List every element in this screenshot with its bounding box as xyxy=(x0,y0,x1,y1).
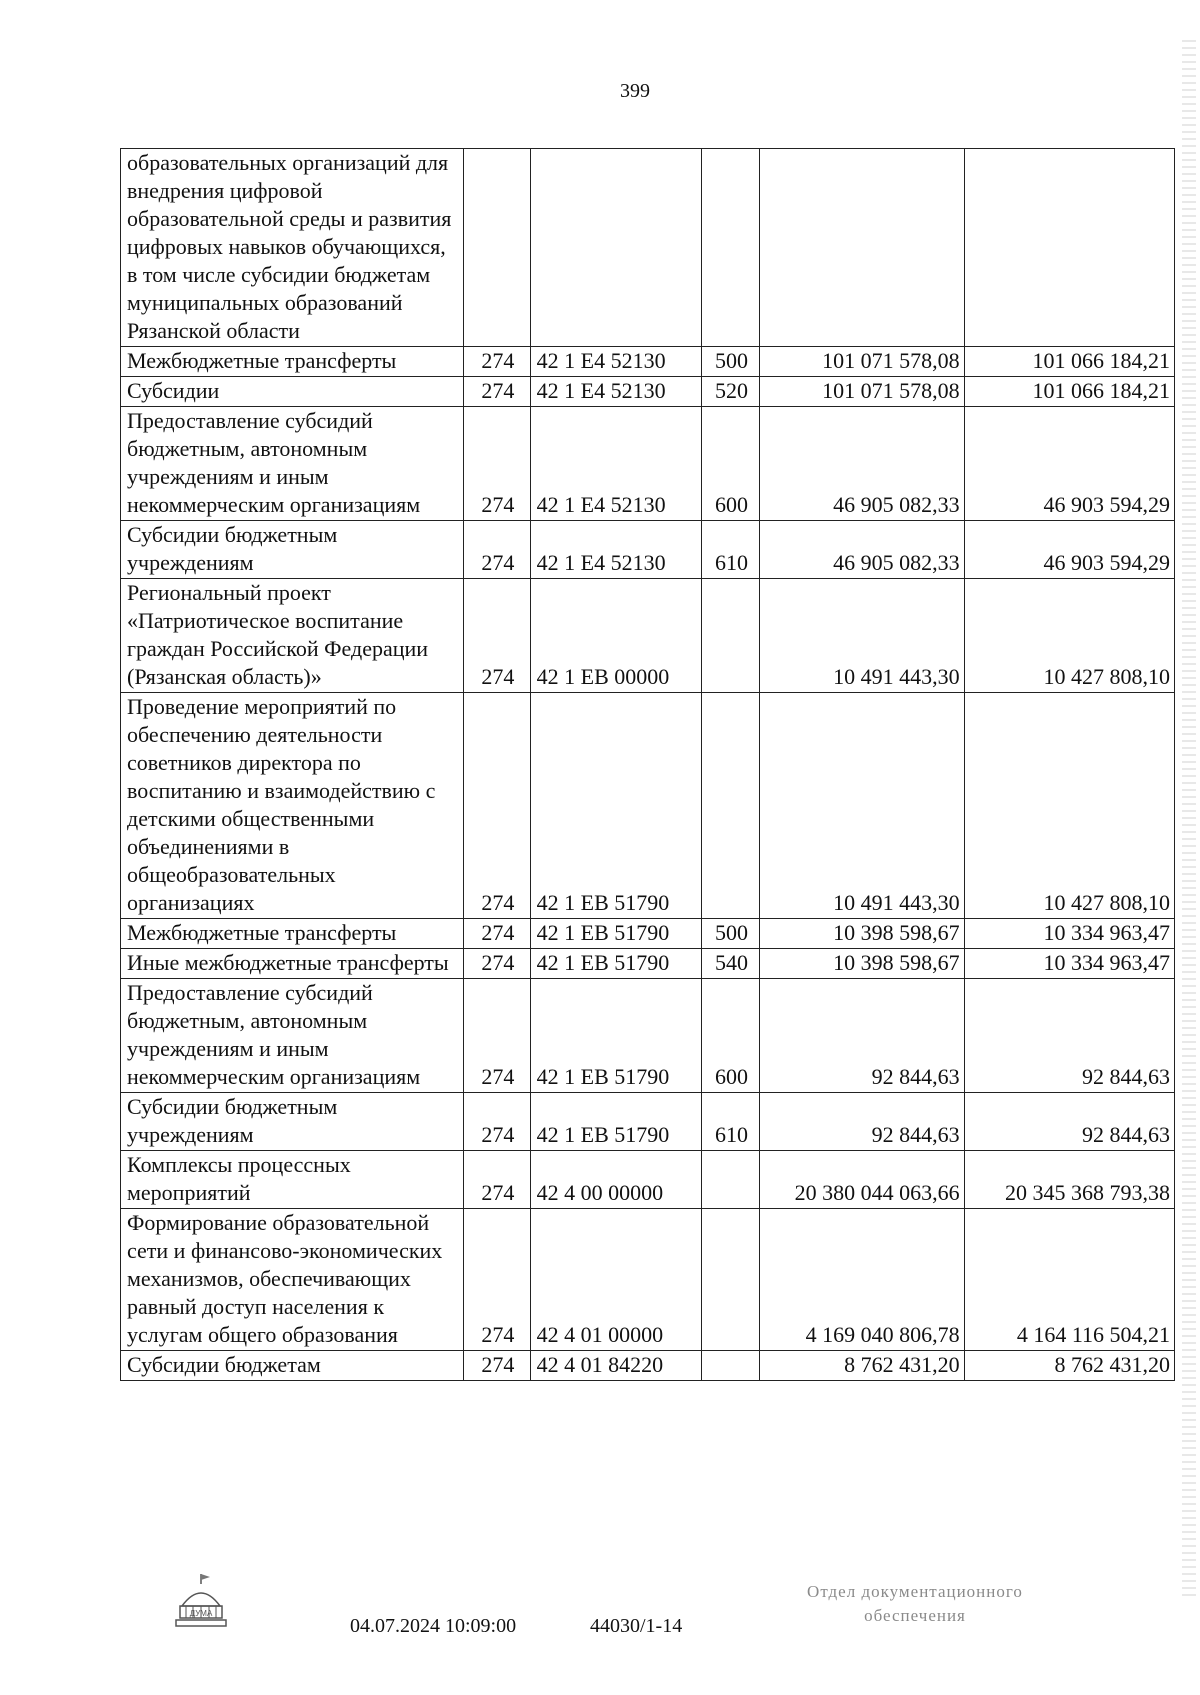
row-sum-executed-cell xyxy=(964,149,1174,347)
row-csr-cell: 42 1 ЕВ 51790 xyxy=(530,693,702,919)
table-row xyxy=(121,693,1175,919)
row-ved-cell: 274 xyxy=(464,377,530,407)
row-vr-cell: 500 xyxy=(702,347,760,377)
row-sum-2024-cell: 46 905 082,33 xyxy=(759,407,964,521)
table-row xyxy=(121,407,1175,521)
row-ved-cell: 274 xyxy=(464,1151,530,1209)
row-sum-2024-cell xyxy=(759,149,964,347)
row-sum-2024-cell: 10 491 443,30 xyxy=(759,579,964,693)
row-sum-executed-cell: 20 345 368 793,38 xyxy=(964,1151,1174,1209)
scan-margin-strip xyxy=(1182,40,1196,1600)
row-sum-2024-cell: 20 380 044 063,66 xyxy=(759,1151,964,1209)
row-csr-cell: 42 1 Е4 52130 xyxy=(530,347,702,377)
row-ved-cell: 274 xyxy=(464,1093,530,1151)
table-row xyxy=(121,979,1175,1093)
row-sum-2024-cell: 92 844,63 xyxy=(759,979,964,1093)
logo-text: ДУМА xyxy=(189,1609,213,1618)
stamp-line-1: Отдел документационного xyxy=(807,1582,1023,1601)
row-csr-cell: 42 1 ЕВ 51790 xyxy=(530,979,702,1093)
table-row xyxy=(121,149,1175,347)
row-ved-cell: 274 xyxy=(464,521,530,579)
row-sum-2024-cell: 8 762 431,20 xyxy=(759,1351,964,1381)
footer-datetime: 04.07.2024 10:09:00 xyxy=(350,1615,517,1637)
table-row xyxy=(121,521,1175,579)
row-vr-cell xyxy=(702,1209,760,1351)
row-vr-cell: 600 xyxy=(702,979,760,1093)
row-sum-2024-cell: 4 169 040 806,78 xyxy=(759,1209,964,1351)
row-sum-2024-cell: 92 844,63 xyxy=(759,1093,964,1151)
row-name-cell: Региональный проект «Патриотическое воспитание граждан Российской Федерации (Рязанская область)» xyxy=(121,579,464,693)
table-row xyxy=(121,919,1175,949)
row-sum-2024-cell: 10 398 598,67 xyxy=(759,919,964,949)
row-sum-executed-cell: 92 844,63 xyxy=(964,979,1174,1093)
row-sum-executed-cell: 10 334 963,47 xyxy=(964,919,1174,949)
row-name-cell: Субсидии xyxy=(121,377,464,407)
row-name-cell: Субсидии бюджетным учреждениям xyxy=(121,521,464,579)
page-number: 399 xyxy=(620,80,650,102)
row-sum-executed-cell: 4 164 116 504,21 xyxy=(964,1209,1174,1351)
row-name-cell: Формирование образовательной сети и финансово-экономических механизмов, обеспечивающих равный доступ населения к услугам общего образования xyxy=(121,1209,464,1351)
row-sum-2024-cell: 101 071 578,08 xyxy=(759,377,964,407)
row-ved-cell: 274 xyxy=(464,1351,530,1381)
row-ved-cell: 274 xyxy=(464,979,530,1093)
row-sum-executed-cell: 10 334 963,47 xyxy=(964,949,1174,979)
row-sum-2024-cell: 10 491 443,30 xyxy=(759,693,964,919)
row-sum-executed-cell: 46 903 594,29 xyxy=(964,407,1174,521)
row-sum-executed-cell: 10 427 808,10 xyxy=(964,693,1174,919)
footer-doc-code: 44030/1-14 xyxy=(590,1615,683,1637)
budget-table-body xyxy=(121,149,1175,1381)
row-sum-executed-cell: 101 066 184,21 xyxy=(964,377,1174,407)
row-ved-cell: 274 xyxy=(464,949,530,979)
row-name-cell: Предоставление субсидий бюджетным, автономным учреждениям и иным некоммерческим организациям xyxy=(121,979,464,1093)
department-stamp xyxy=(775,1580,1055,1628)
row-ved-cell xyxy=(464,149,530,347)
row-ved-cell: 274 xyxy=(464,407,530,521)
row-vr-cell xyxy=(702,1351,760,1381)
row-vr-cell xyxy=(702,1151,760,1209)
table-row xyxy=(121,1151,1175,1209)
row-sum-2024-cell: 10 398 598,67 xyxy=(759,949,964,979)
row-ved-cell: 274 xyxy=(464,579,530,693)
row-ved-cell: 274 xyxy=(464,347,530,377)
duma-logo-icon xyxy=(170,1570,232,1632)
row-csr-cell: 42 4 01 00000 xyxy=(530,1209,702,1351)
row-csr-cell: 42 1 Е4 52130 xyxy=(530,521,702,579)
row-csr-cell: 42 4 00 00000 xyxy=(530,1151,702,1209)
row-csr-cell: 42 1 ЕВ 00000 xyxy=(530,579,702,693)
row-name-cell: Проведение мероприятий по обеспечению деятельности советников директора по воспитанию и взаимодействию с детскими общественными объединениями в общеобразовательных организациях xyxy=(121,693,464,919)
table-row xyxy=(121,1351,1175,1381)
row-csr-cell xyxy=(530,149,702,347)
budget-table xyxy=(120,148,1175,1381)
row-csr-cell: 42 1 Е4 52130 xyxy=(530,377,702,407)
row-sum-executed-cell: 10 427 808,10 xyxy=(964,579,1174,693)
row-name-cell: образовательных организаций для внедрения цифровой образовательной среды и развития цифровых навыков обучающихся, в том числе субсидии бюджетам муниципальных образований Рязанской области xyxy=(121,149,464,347)
row-ved-cell: 274 xyxy=(464,693,530,919)
row-sum-executed-cell: 92 844,63 xyxy=(964,1093,1174,1151)
row-csr-cell: 42 1 ЕВ 51790 xyxy=(530,949,702,979)
table-row xyxy=(121,579,1175,693)
table-row xyxy=(121,1209,1175,1351)
row-csr-cell: 42 1 Е4 52130 xyxy=(530,407,702,521)
row-sum-executed-cell: 46 903 594,29 xyxy=(964,521,1174,579)
row-name-cell: Межбюджетные трансферты xyxy=(121,347,464,377)
row-sum-2024-cell: 46 905 082,33 xyxy=(759,521,964,579)
row-csr-cell: 42 4 01 84220 xyxy=(530,1351,702,1381)
row-csr-cell: 42 1 ЕВ 51790 xyxy=(530,919,702,949)
row-name-cell: Субсидии бюджетам xyxy=(121,1351,464,1381)
row-vr-cell: 520 xyxy=(702,377,760,407)
row-vr-cell: 500 xyxy=(702,919,760,949)
row-name-cell: Межбюджетные трансферты xyxy=(121,919,464,949)
table-row xyxy=(121,949,1175,979)
table-row xyxy=(121,377,1175,407)
row-vr-cell: 600 xyxy=(702,407,760,521)
row-vr-cell xyxy=(702,693,760,919)
row-ved-cell: 274 xyxy=(464,919,530,949)
row-vr-cell: 610 xyxy=(702,1093,760,1151)
row-vr-cell: 540 xyxy=(702,949,760,979)
row-sum-executed-cell: 101 066 184,21 xyxy=(964,347,1174,377)
row-name-cell: Комплексы процессных мероприятий xyxy=(121,1151,464,1209)
row-csr-cell: 42 1 ЕВ 51790 xyxy=(530,1093,702,1151)
table-row xyxy=(121,1093,1175,1151)
row-ved-cell: 274 xyxy=(464,1209,530,1351)
stamp-line-2: обеспечения xyxy=(864,1606,966,1625)
row-name-cell: Субсидии бюджетным учреждениям xyxy=(121,1093,464,1151)
row-sum-2024-cell: 101 071 578,08 xyxy=(759,347,964,377)
row-vr-cell xyxy=(702,149,760,347)
row-vr-cell: 610 xyxy=(702,521,760,579)
row-sum-executed-cell: 8 762 431,20 xyxy=(964,1351,1174,1381)
row-name-cell: Предоставление субсидий бюджетным, автономным учреждениям и иным некоммерческим организациям xyxy=(121,407,464,521)
table-row xyxy=(121,347,1175,377)
row-vr-cell xyxy=(702,579,760,693)
row-name-cell: Иные межбюджетные трансферты xyxy=(121,949,464,979)
